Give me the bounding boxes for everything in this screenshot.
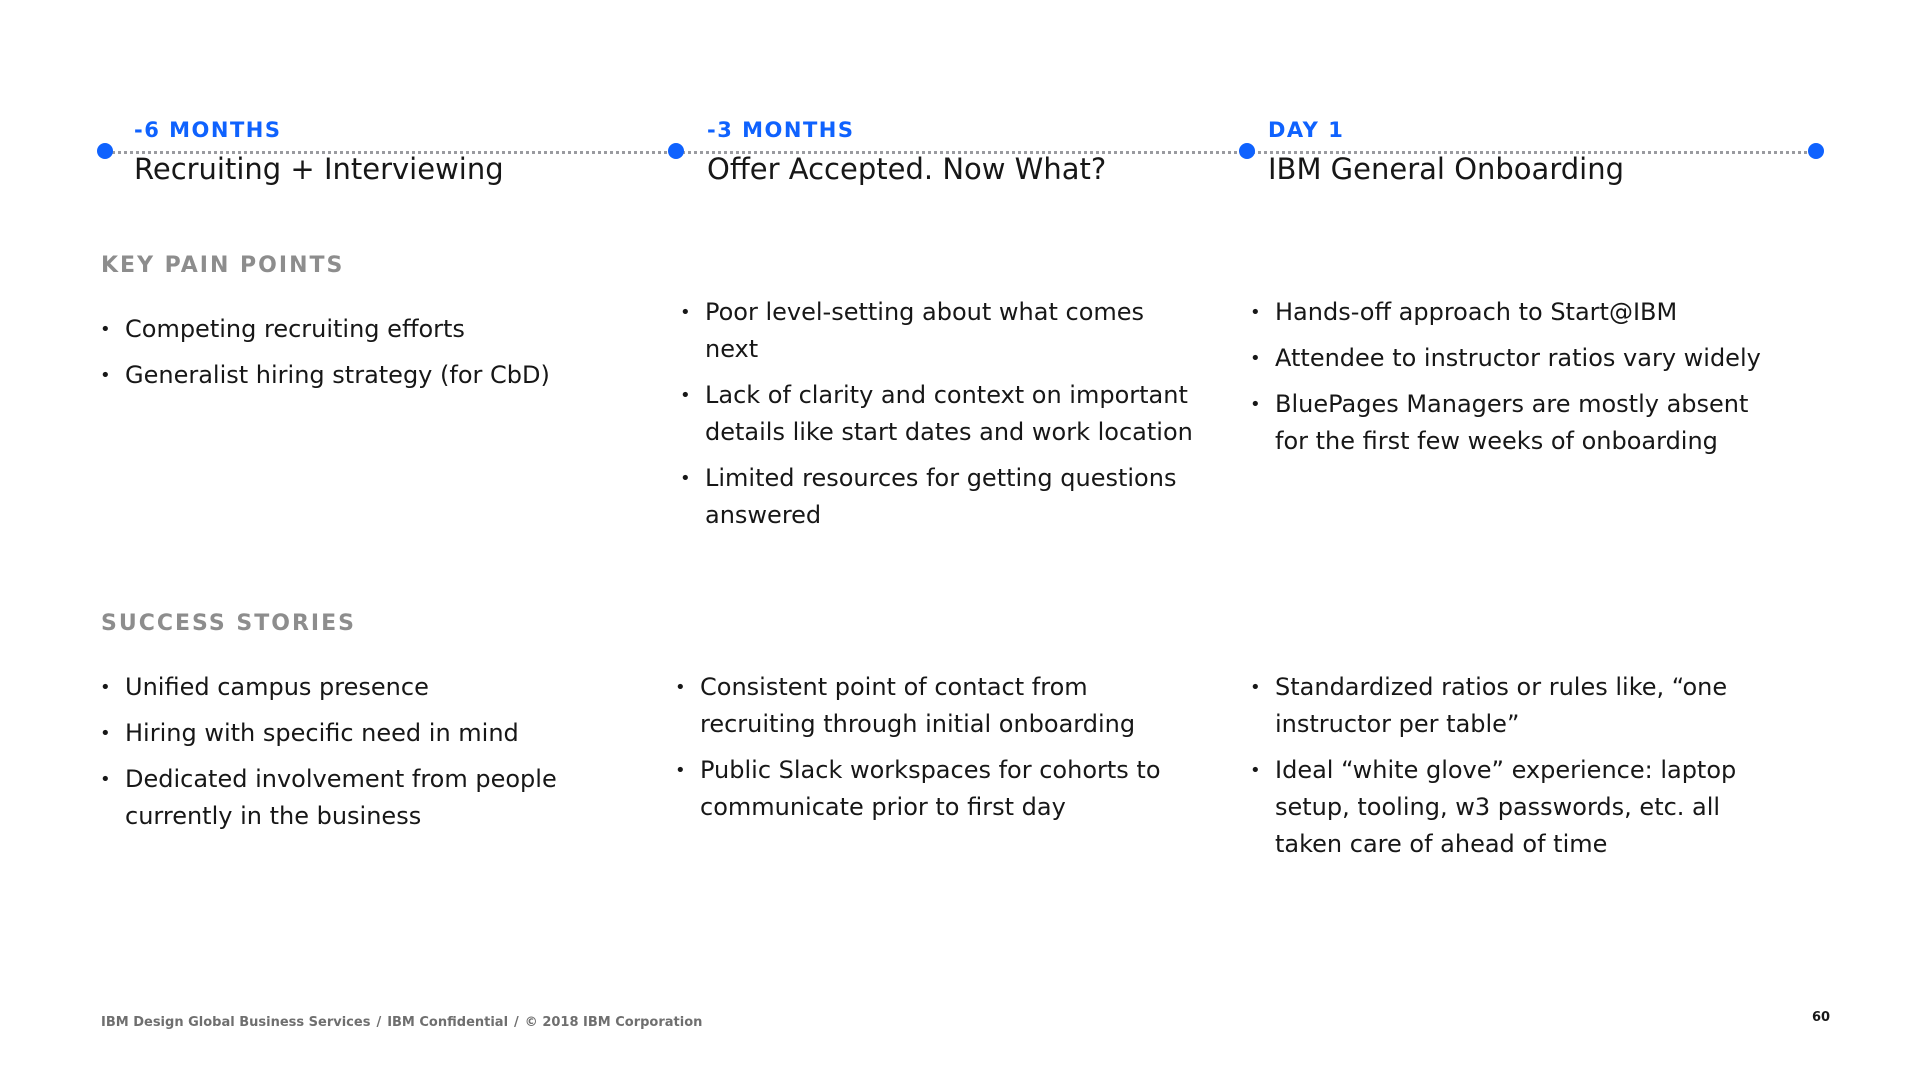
footer-confidential: IBM Confidential: [387, 1015, 509, 1030]
pain-points-list-1: [100, 311, 580, 403]
footer-separator: /: [376, 1015, 382, 1030]
success-stories-list-3: [1250, 669, 1740, 872]
list-item: • Hiring with specific need in mind: [100, 715, 580, 752]
timeline-dot-2: [668, 143, 684, 159]
phase-title-2: Offer Accepted. Now What?: [707, 152, 1107, 186]
list-item: • Limited resources for getting questions answered: [680, 460, 1200, 534]
page-number: 60: [1812, 1010, 1831, 1025]
pain-points-heading: KEY PAIN POINTS: [101, 253, 345, 278]
list-item: • Generalist hiring strategy (for CbD): [100, 357, 580, 394]
phase-label-3: DAY 1: [1268, 118, 1345, 142]
list-item: • Public Slack workspaces for cohorts to communicate prior to first day: [675, 752, 1195, 826]
list-item: • Standardized ratios or rules like, “one instructor per table”: [1250, 669, 1740, 743]
phase-title-1: Recruiting + Interviewing: [134, 152, 504, 186]
timeline-dot-3: [1239, 143, 1255, 159]
footer: [101, 1015, 702, 1030]
timeline-dot-4: [1808, 143, 1824, 159]
footer-org: IBM Design Global Business Services: [101, 1015, 371, 1030]
list-item: • Hands-off approach to Start@IBM: [1250, 294, 1770, 331]
footer-separator: /: [514, 1015, 519, 1030]
success-stories-heading: SUCCESS STORIES: [101, 611, 356, 636]
list-item: • Ideal “white glove” experience: laptop setup, tooling, w3 passwords, etc. all taken care of ahead of time: [1250, 752, 1740, 863]
list-item: • Dedicated involvement from people currently in the business: [100, 761, 580, 835]
pain-points-list-2: [680, 294, 1200, 543]
timeline-dot-1: [97, 143, 113, 159]
phase-label-2: -3 MONTHS: [707, 118, 855, 142]
list-item: • Competing recruiting efforts: [100, 311, 580, 348]
list-item: • BluePages Managers are mostly absent for the first few weeks of onboarding: [1250, 386, 1770, 460]
list-item: • Lack of clarity and context on important details like start dates and work location: [680, 377, 1200, 451]
list-item: • Unified campus presence: [100, 669, 580, 706]
footer-copyright: © 2018 IBM Corporation: [524, 1015, 703, 1030]
pain-points-list-3: [1250, 294, 1770, 469]
list-item: • Consistent point of contact from recruiting through initial onboarding: [675, 669, 1195, 743]
phase-title-3: IBM General Onboarding: [1268, 152, 1624, 186]
phase-label-1: -6 MONTHS: [134, 118, 282, 142]
list-item: • Attendee to instructor ratios vary widely: [1250, 340, 1770, 377]
success-stories-list-2: [675, 669, 1195, 835]
list-item: • Poor level-setting about what comes next: [680, 294, 1200, 368]
success-stories-list-1: [100, 669, 580, 844]
